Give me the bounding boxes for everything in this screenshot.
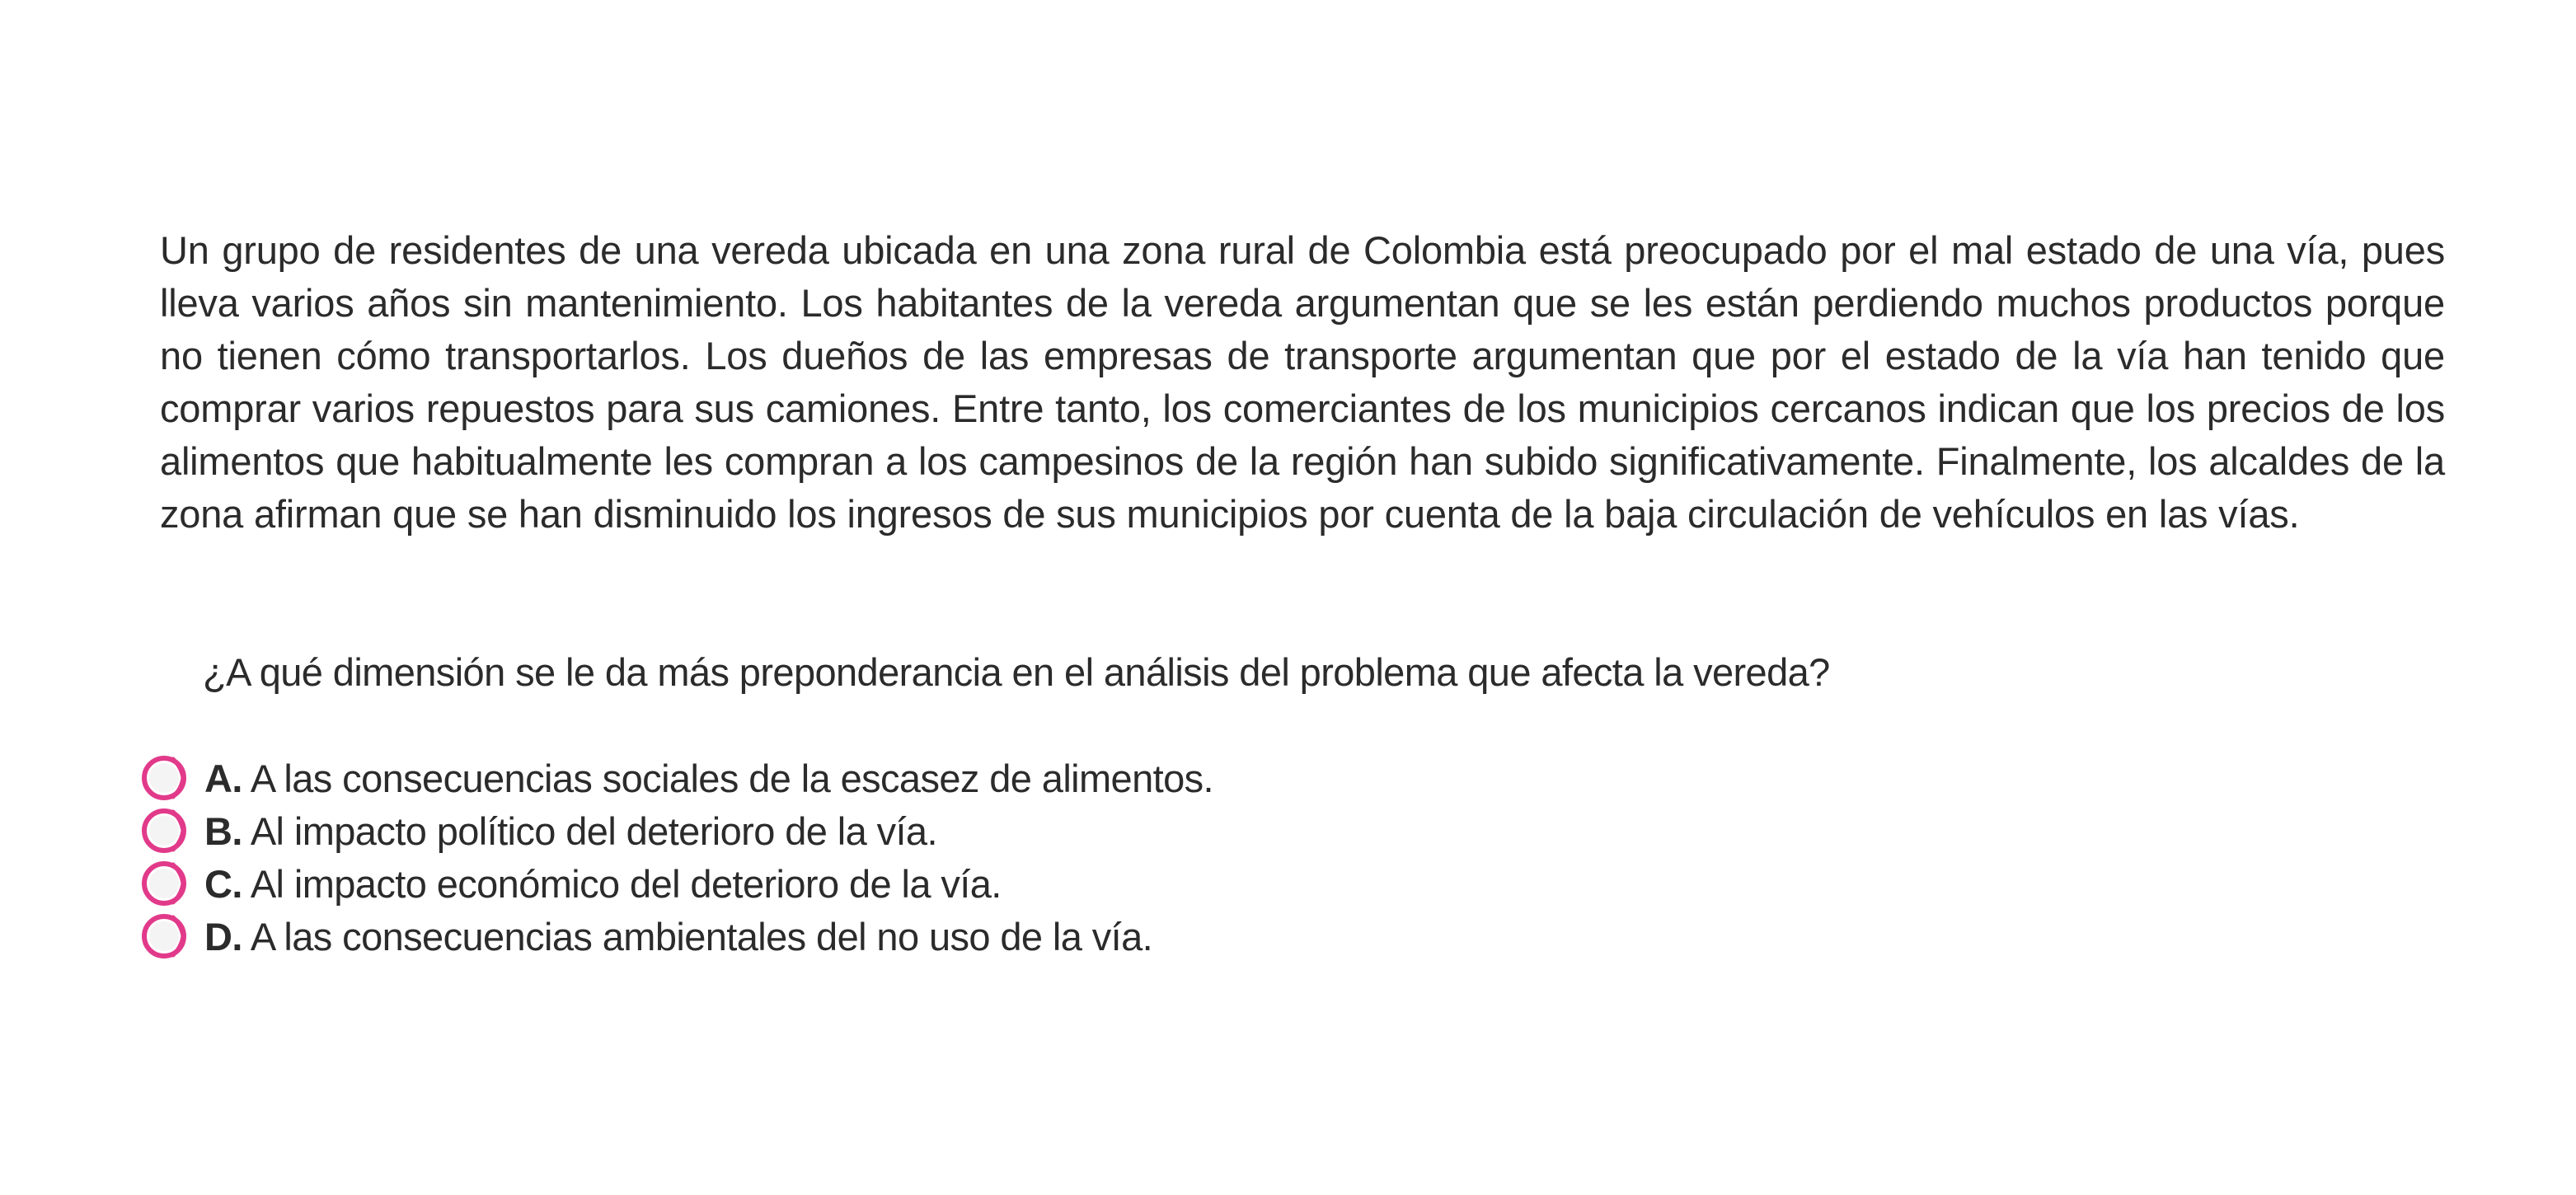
- radio-circle-icon[interactable]: [140, 860, 188, 907]
- question-text: ¿A qué dimensión se le da más preponderancia en el análisis del problema que afecta la vereda?: [203, 650, 1830, 694]
- radio-circle-icon[interactable]: [140, 807, 188, 855]
- option-letter: A.: [204, 756, 242, 800]
- passage-text: Un grupo de residentes de una vereda ubicada en una zona rural de Colombia está preocupado por el mal estado de una vía, pues lleva varios años sin mantenimiento. Los habitantes de la vereda argumentan que se les están perdiendo muchos productos porque no tienen cómo transportarlos. Los dueños de las empresas de transporte argumentan que por el estado de la vía han tenido que comprar varios repuestos para sus camiones. Entre tanto, los comerciantes de los municipios cercanos indican que los precios de los alimentos que habitualmente les compran a los campesinos de la región han subido significativamente. Finalmente, los alcaldes de la zona afirman que se han disminuido los ingresos de sus municipios por cuenta de la baja circulación de vehículos en las vías.: [160, 228, 2445, 536]
- option-text: A las consecuencias sociales de la escasez de alimentos.: [250, 756, 1213, 800]
- radio-circle-icon[interactable]: [140, 754, 188, 802]
- radio-circle-icon[interactable]: [140, 912, 188, 960]
- option-letter: B.: [204, 808, 242, 853]
- option-text: Al impacto económico del deterioro de la vía.: [250, 861, 1002, 906]
- option-c[interactable]: [140, 857, 2201, 910]
- option-d[interactable]: [140, 910, 2201, 963]
- option-a[interactable]: [140, 752, 2201, 804]
- answer-options: [140, 752, 2201, 963]
- option-letter: C.: [204, 861, 242, 906]
- option-text: A las consecuencias ambientales del no uso de la vía.: [250, 914, 1153, 958]
- option-text: Al impacto político del deterioro de la vía.: [250, 808, 937, 853]
- option-letter: D.: [204, 914, 242, 958]
- option-b[interactable]: [140, 804, 2201, 857]
